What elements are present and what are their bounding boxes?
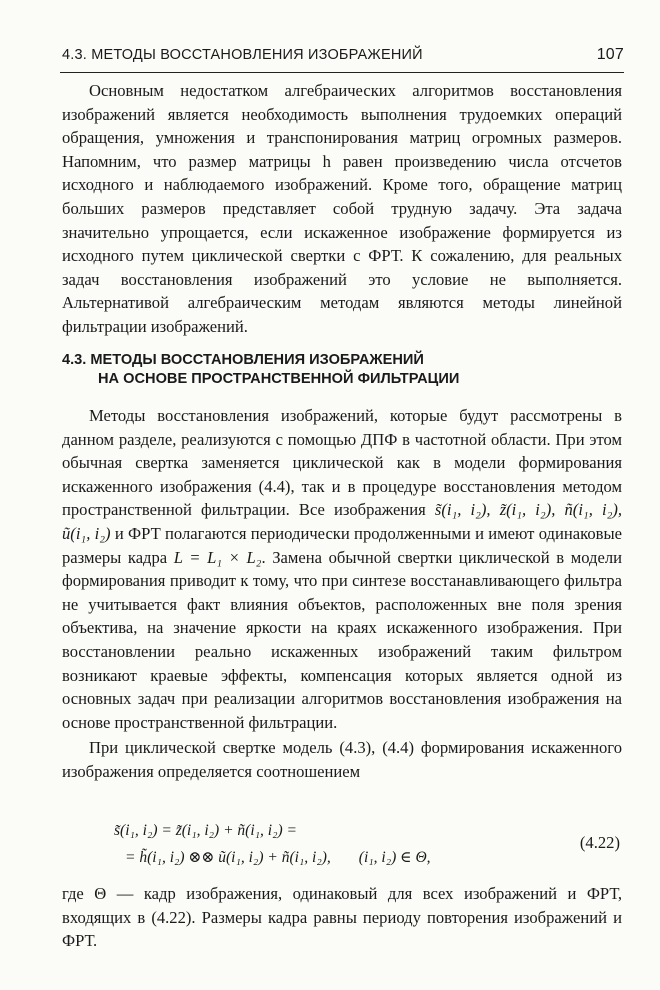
paragraph-cyclic: При циклической свертке модель (4.3), (4.4) формирования искаженного изображения определяется соотношением xyxy=(62,738,622,781)
equation-line2 xyxy=(125,845,431,870)
equation-number: (4.22) xyxy=(579,833,620,852)
equation-line1: s̃(i₁, i₂) = z̃(i₁, i₂) + ñ(i₁, i₂) = xyxy=(114,822,297,839)
math-s-tilde: s̃(i₁, i₂), xyxy=(434,500,491,520)
paragraph-methods xyxy=(62,404,622,734)
intro-paragraph: Основным недостатком алгебраических алгоритмов восстановления изображений является необходимость выполнения трудоемких операций обращения, умножения и транспонирования матриц огромных размеров. Напомним, что размер матрицы h равен произведению числа отсчетов исходного и наблюдаемого изображений. Кроме того, обращение матриц больших размеров представляет собой трудную задачу. Эта задача значительно упрощается, если искаженное изображение формируется из исходного путем циклической свертки с ФРТ. К сожалению, для реальных задач восстановления изображений это условие не выполняется. Альтернативой алгебраическим методам являются методы линейной фильтрации изображений. xyxy=(62,81,622,336)
equation-4-22 xyxy=(62,818,622,878)
running-title: 4.3. МЕТОДЫ ВОССТАНОВЛЕНИЯ ИЗОБРАЖЕНИЙ xyxy=(62,47,423,63)
math-u-tilde: ũ(i₁, i₂) xyxy=(62,523,111,543)
section-heading xyxy=(62,351,622,389)
header-rule xyxy=(60,72,624,73)
paragraph-frame: где Θ — кадр изображения, одинаковый для всех изображений и ФРТ, входящих в (4.22). Размеры кадра равны периоду повторения изображений и ФРТ. xyxy=(62,884,622,951)
intro-block xyxy=(62,79,622,339)
paragraph-text-b: и ФРТ полагаются периодически продолженными и имеют одинаковые размеры кадра xyxy=(62,523,622,567)
paragraph-text-a: Методы восстановления изображений, которые будут рассмотрены в данном разделе, реализуются с помощью ДПФ в частотной области. При этом обычная свертка заменяется циклической как в модели формирования искаженного изображения (4.4), так и в процедуре восстановления методом пространственной фильтрации. Все изображения xyxy=(62,406,622,520)
page-number: 107 xyxy=(596,46,624,63)
equation-line2-expr: = h̃(i₁, i₂) ⊗⊗ ũ(i₁, i₂) + ñ(i₁, i₂), xyxy=(125,849,331,866)
math-frame-size: L = L₁ × L₂ xyxy=(173,547,262,567)
math-z-tilde: z̃(i₁, i₂), xyxy=(499,500,556,520)
body-block xyxy=(62,404,622,784)
section-title-line2: НА ОСНОВЕ ПРОСТРАНСТВЕННОЙ ФИЛЬТРАЦИИ xyxy=(98,371,460,387)
equation-condition: (i₁, i₂) ∈ Θ, xyxy=(358,849,431,866)
paragraph-text-c: . Замена обычной свертки циклической в модели формирования приводит к тому, что при синтезе восстанавливающего фильтра не учитывается факт влияния объектов, расположенных вне поля зрения объектива, на значение яркости на краях искаженного изображения. При восстановлении реально искаженных изображений таким фильтром возникают краевые эффекты, компенсация которых является одной из основных задач при реализации алгоритмов восстановления изображения на основе пространственной фильтрации. xyxy=(62,547,622,732)
running-header xyxy=(62,47,624,69)
closing-block xyxy=(62,882,622,953)
section-title-line1: 4.3. МЕТОДЫ ВОССТАНОВЛЕНИЯ ИЗОБРАЖЕНИЙ xyxy=(62,352,424,368)
math-n-tilde: ñ(i₁, i₂), xyxy=(564,500,623,520)
